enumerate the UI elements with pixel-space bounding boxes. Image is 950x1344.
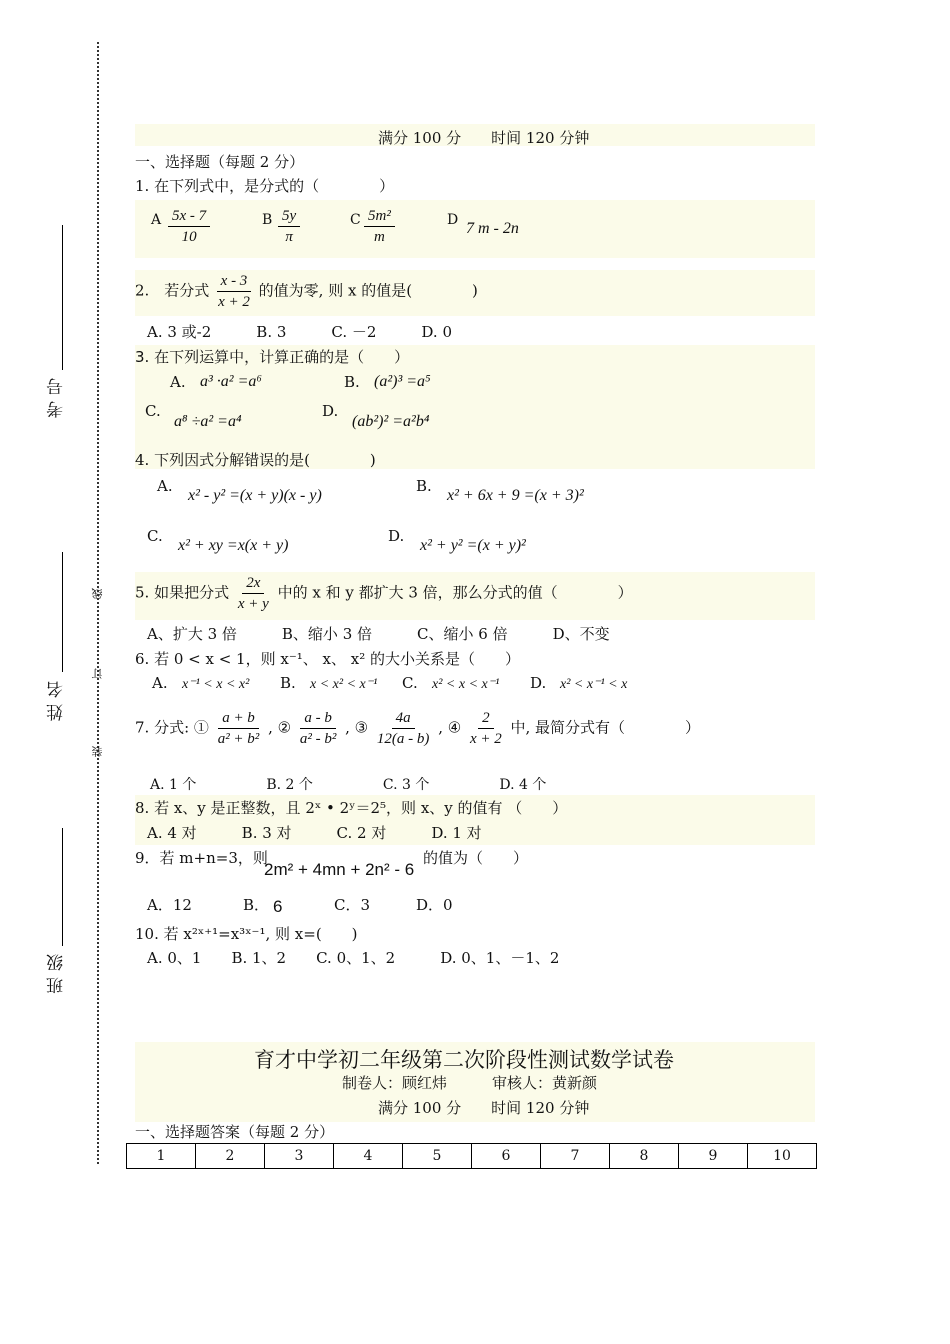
q6-option-d-label: D. (530, 674, 547, 692)
q1-option-b-label: B (262, 212, 273, 228)
q1-option-c-label: C (350, 212, 361, 228)
q1-option-a (168, 206, 210, 247)
q9-option-c: C．3 (334, 896, 371, 914)
q3-option-d: (ab²)² =a²b⁴ (352, 413, 430, 430)
xingming-blank (62, 552, 63, 672)
banji-blank (62, 828, 63, 946)
q6-option-a-label: A. (152, 674, 168, 692)
answer-col-10: 10 (748, 1144, 817, 1169)
answer-table-header-row (127, 1144, 817, 1169)
q3-option-d-label: D. (322, 402, 339, 420)
q6-option-a: x⁻¹ < x < x² (182, 677, 250, 692)
binding-line-char: 线 (91, 588, 104, 599)
q4-option-c-label: C. (147, 527, 163, 545)
q3-option-b: (a²)³ =a⁵ (374, 373, 431, 390)
q4-option-a-label: A. (157, 477, 173, 495)
binding-dotted-line (97, 42, 99, 1164)
q2-prefix: 2. 若分式 (135, 281, 210, 300)
answer-col-5: 5 (403, 1144, 472, 1169)
q5-prefix: 5. 如果把分式 (135, 583, 230, 602)
q4-option-c: x² + xy =x(x + y) (178, 537, 289, 554)
q4-option-d-label: D. (388, 527, 405, 545)
q4-option-a: x² - y² =(x + y)(x - y) (188, 487, 322, 504)
q4-option-b-label: B. (416, 477, 432, 495)
numerator: a - b (300, 708, 336, 729)
q7-prefix: 7. 分式: ① (135, 718, 209, 737)
q5-stem (135, 573, 633, 614)
q1-option-a-label: A (151, 212, 162, 228)
q1-stem: 1. 在下列式中，是分式的（ ） (135, 177, 395, 195)
q7-options: A. 1 个 B. 2 个 C. 3 个 D. 4 个 (150, 777, 547, 793)
denominator: a² - b² (299, 731, 337, 747)
q6-option-c-label: C. (402, 674, 418, 692)
binding-ding-char: 订 (91, 668, 104, 679)
q2-options: A. 3 或-2 B. 3 C. －2 D. 0 (147, 323, 452, 341)
numerator: a + b (218, 708, 259, 729)
q9-tail: 的值为（ ） (423, 849, 529, 867)
q7-sep: , ③ (345, 718, 369, 737)
kaohao-label: 考号 (47, 372, 67, 418)
numerator: 4a (392, 708, 415, 729)
banji-label: 班级 (47, 948, 67, 994)
denominator: x + 2 (469, 731, 502, 747)
numerator: 2x (242, 573, 264, 594)
q2-suffix: 的值为零, 则 x 的值是( ) (258, 281, 478, 300)
q7-sep: , ④ (438, 718, 462, 737)
q1-option-d-label: D (447, 212, 459, 228)
q3-option-a-label: A. (170, 373, 186, 391)
denominator: 12(a - b) (376, 731, 430, 747)
q1-option-c (364, 206, 395, 247)
q9-option-d: D．0 (416, 896, 453, 914)
score-time: 满分 100 分 时间 120 分钟 (378, 129, 590, 147)
q1-option-b (278, 206, 300, 247)
binding-zhuang-char: 装 (91, 746, 104, 757)
q4-option-b: x² + 6x + 9 =(x + 3)² (447, 487, 584, 504)
q6-stem: 6. 若 0 < x < 1，则 x⁻¹、 x、 x² 的大小关系是（ ） (135, 650, 520, 668)
answer-col-3: 3 (265, 1144, 334, 1169)
q10-stem: 10. 若 x²ˣ⁺¹=x³ˣ⁻¹, 则 x=( ) (135, 925, 358, 943)
answer-col-8: 8 (610, 1144, 679, 1169)
q9-option-b-value: 6 (273, 897, 283, 916)
xingming-label: 姓名 (47, 675, 67, 721)
section-title: 一、选择题（每题 2 分） (135, 153, 305, 171)
numerator: 2 (478, 708, 494, 729)
q3-option-c-label: C. (145, 402, 161, 420)
q10-options: A. 0、1 B. 1、2 C. 0、1、2 D. 0、1、－1、2 (147, 949, 560, 967)
answer-section-title: 一、选择题答案（每题 2 分） (135, 1123, 335, 1141)
answer-col-1: 1 (127, 1144, 196, 1169)
q6-option-c: x² < x < x⁻¹ (432, 677, 500, 692)
answer-col-2: 2 (196, 1144, 265, 1169)
answer-col-9: 9 (679, 1144, 748, 1169)
answer-col-4: 4 (334, 1144, 403, 1169)
answer-col-7: 7 (541, 1144, 610, 1169)
denominator: x + 2 (218, 294, 250, 310)
q8-stem: 8. 若 x、y 是正整数，且 2ˣ • 2ʸ＝2⁵，则 x、y 的值有 （ ） (135, 799, 568, 817)
q2-stem (135, 271, 478, 312)
q6-option-b: x < x² < x⁻¹ (310, 677, 378, 692)
q1-option-d: 7 m - 2n (466, 220, 519, 237)
exam-authors: 制卷人：顾红炜 审核人：黄新颜 (342, 1074, 598, 1092)
denominator: m (374, 229, 385, 245)
q7-suffix: 中, 最简分式有（ ） (510, 718, 701, 737)
numerator: x - 3 (217, 271, 252, 292)
q3-option-b-label: B. (344, 373, 360, 391)
q7-sep: , ② (268, 718, 292, 737)
q5-suffix: 中的 x 和 y 都扩大 3 倍，那么分式的值（ ） (277, 583, 633, 602)
numerator: 5m² (364, 206, 395, 227)
denominator: π (285, 229, 293, 245)
answer-col-6: 6 (472, 1144, 541, 1169)
q9-option-b-label: B． (243, 896, 270, 914)
q9-option-a: A．12 (147, 896, 192, 914)
q9-expression: 2m² + 4mn + 2n² - 6 (264, 860, 415, 879)
denominator: 10 (181, 229, 197, 245)
denominator: x + y (237, 596, 269, 612)
q6-option-b-label: B. (280, 674, 296, 692)
exam-title: 育才中学初二年级第二次阶段性测试数学试卷 (254, 1048, 674, 1072)
q3-stem: 3. 在下列运算中，计算正确的是（ ） (135, 348, 410, 366)
kaohao-blank (62, 225, 63, 370)
q8-options: A. 4 对 B. 3 对 C. 2 对 D. 1 对 (147, 824, 482, 842)
q7-stem (135, 708, 700, 749)
numerator: 5x - 7 (168, 206, 210, 227)
q9-stem: 9．若 m+n=3，则 (135, 849, 268, 867)
q5-options: A、扩大 3 倍 B、缩小 3 倍 C、缩小 6 倍 D、不变 (147, 625, 610, 643)
q3-option-c: a⁸ ÷a² =a⁴ (174, 413, 242, 430)
q4-stem: 4. 下列因式分解错误的是( ) (135, 451, 376, 469)
q6-option-d: x² < x⁻¹ < x (560, 677, 628, 692)
score-time-2: 满分 100 分 时间 120 分钟 (378, 1099, 590, 1117)
numerator: 5y (278, 206, 300, 227)
q3-option-a: a³ ·a² =a⁶ (200, 373, 262, 390)
denominator: a² + b² (217, 731, 260, 747)
answer-table (126, 1143, 817, 1169)
q4-option-d: x² + y² =(x + y)² (420, 537, 526, 554)
